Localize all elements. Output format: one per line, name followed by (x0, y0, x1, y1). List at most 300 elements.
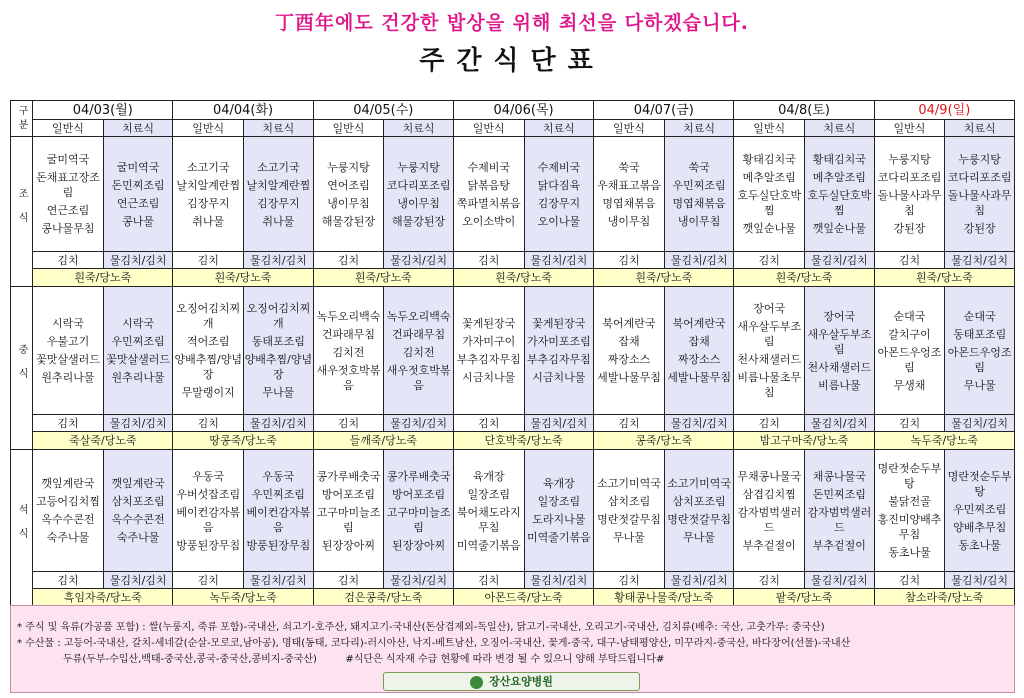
side-dish: 김치 (874, 252, 945, 269)
dish: 오이소박이 (462, 214, 516, 228)
hospital-emblem-icon (470, 676, 483, 689)
dish: 채콩나물국 (812, 469, 866, 483)
dish: 오이나물 (537, 214, 581, 228)
date-header: 04/06(목) (453, 101, 593, 120)
general-menu-cell (734, 137, 805, 252)
meal-label: 석식 (11, 450, 33, 607)
dish: 우동국 (262, 469, 295, 483)
porridge-cell: 흰죽/당노죽 (313, 269, 453, 287)
dish: 코다리포조림 (947, 171, 1012, 184)
general-menu-cell (313, 450, 384, 572)
dish: 쪽파멸치볶음 (456, 196, 521, 210)
dish: 황태김치국 (812, 153, 866, 166)
dish: 깻잎계란국 (41, 477, 95, 490)
dish: 삼치포조림 (111, 495, 165, 508)
therapy-menu-cell (244, 287, 314, 415)
dish: 우동국 (192, 469, 225, 483)
origin-line-1: * 주식 및 육류(가공품 포함) : 쌀(누룽지, 죽류 포함)-국내산, 쇠고기-호주산, 돼지고기-국내산(돈삼겹제외-독일산), 닭고기-국내산, 오리고기-국내산, 김치류(배추: 국산, 고춧가루: 중국산) (17, 622, 825, 633)
origin-line-2: * 수산물 : 고등어-국내산, 갈치-세네갈(순살-모로코,남아공), 명태(동태, 코다리)-러시아산, 낙지-베트남산, 오징어-국내산, 꽃게-중국, 대구-남태평양산, 미꾸라지-중국산, 바다장어(선물)-국내산 (17, 638, 851, 649)
therapy-menu-cell (524, 450, 594, 572)
side-dish-therapy: 물김치/김치 (244, 252, 314, 269)
dish: 연근조림 (116, 196, 160, 210)
dish: 건파래무침 (392, 327, 446, 341)
dish: 소고기미역국 (597, 477, 661, 490)
dish: 시락국 (122, 317, 155, 330)
dish: 짜장소스 (677, 353, 721, 366)
dish: 동초나물 (888, 546, 931, 559)
general-menu-cell (453, 287, 524, 415)
dish: 수제비국 (467, 160, 510, 174)
porridge-cell: 흰죽/당노죽 (173, 269, 313, 287)
dish: 김장무지 (537, 196, 581, 210)
dish: 오징어김치찌개 (176, 302, 241, 330)
dish: 갈치구이 (888, 327, 931, 341)
dish: 방어포조림 (321, 487, 376, 501)
general-diet-header: 일반식 (594, 120, 665, 137)
therapy-menu-cell (805, 287, 875, 415)
dish: 돈민찌조림 (111, 178, 165, 192)
dish: 연어조림 (327, 178, 370, 192)
side-dish-therapy: 물김치/김치 (524, 572, 594, 589)
therapy-diet-header: 치료식 (244, 120, 314, 137)
dish: 장어국 (823, 309, 856, 323)
therapy-menu-cell (103, 287, 173, 415)
dish: 우민찌조림 (953, 502, 1007, 516)
therapy-menu-cell (103, 137, 173, 252)
dish: 김치전 (332, 345, 365, 359)
dish: 숙주나물 (46, 531, 90, 544)
therapy-diet-header: 치료식 (384, 120, 454, 137)
dish: 감자범벅샐러드 (807, 505, 872, 534)
dish: 순대국 (893, 309, 926, 323)
dish: 콩가루배춧국 (316, 469, 381, 483)
dish: 날치알계란찜 (246, 178, 311, 192)
dish: 소고기국 (257, 160, 300, 174)
dish: 옥수수콘전 (111, 513, 165, 526)
side-dish-therapy: 물김치/김치 (945, 572, 1015, 589)
dish: 호두실단호박찜 (807, 189, 872, 217)
dish: 소고기미역국 (667, 477, 731, 490)
dish: 적어조림 (186, 335, 230, 348)
dish: 새우살두부조림 (737, 320, 802, 348)
side-dish: 김치 (453, 252, 524, 269)
origin-info (10, 605, 1015, 693)
dish: 감자범벅샐러드 (737, 505, 802, 534)
dish: 미역줄기볶음 (456, 538, 521, 552)
side-dish: 김치 (594, 415, 665, 432)
dish: 숙주나물 (116, 531, 160, 544)
dish: 잡채 (618, 335, 640, 348)
dish: 돌나물사과무침 (877, 189, 942, 217)
dish: 닭다짐육 (537, 178, 581, 192)
side-dish: 김치 (594, 572, 665, 589)
dish: 부추김자무침 (526, 353, 591, 366)
dish: 무말랭이지 (181, 386, 235, 399)
porridge-cell: 들깨죽/당노죽 (313, 432, 453, 450)
general-menu-cell (594, 137, 665, 252)
side-dish: 김치 (173, 415, 244, 432)
dish: 명란젓순두부탕 (947, 469, 1012, 498)
dish: 방풍된장무침 (176, 538, 241, 552)
general-diet-header: 일반식 (173, 120, 244, 137)
dish: 우채표고볶음 (597, 178, 661, 192)
dish: 원추리나물 (41, 371, 95, 384)
porridge-cell: 참소라죽/당노죽 (874, 589, 1014, 607)
dish: 냉이무침 (677, 214, 721, 228)
dish: 콩나물 (122, 214, 155, 228)
porridge-cell: 흰죽/당노죽 (874, 269, 1014, 287)
dish: 부추김자무침 (456, 353, 521, 366)
meal-label: 조식 (11, 137, 33, 287)
dish: 베이컨감자볶음 (246, 505, 311, 534)
porridge-cell: 검은콩죽/당노죽 (313, 589, 453, 607)
slogan: 丁酉年에도 건강한 밥상을 위해 최선을 다하겠습니다. (274, 12, 750, 34)
therapy-menu-cell (945, 287, 1015, 415)
dish: 누룽지탕 (397, 160, 440, 174)
dish: 굴미역국 (116, 160, 160, 174)
dish: 무나물 (613, 531, 645, 544)
side-dish: 김치 (734, 415, 805, 432)
dish: 돌나물사과무침 (947, 189, 1012, 217)
side-dish: 김치 (453, 415, 524, 432)
dish: 고등어김치찜 (36, 495, 100, 508)
dish: 북어계란국 (602, 317, 656, 330)
dish: 냉이무침 (607, 214, 651, 228)
dish: 삼겹김치찜 (742, 487, 796, 501)
therapy-diet-header: 치료식 (103, 120, 173, 137)
dish: 날치알계란찜 (176, 178, 241, 192)
dish: 천사채샐러드 (737, 353, 802, 366)
dish: 고구마미늘조림 (316, 505, 381, 534)
therapy-diet-header: 치료식 (524, 120, 594, 137)
dish: 깻잎순나물 (742, 222, 796, 235)
dish: 비름나물 (818, 378, 861, 392)
therapy-menu-cell (384, 137, 454, 252)
side-dish-therapy: 물김치/김치 (664, 415, 734, 432)
date-header: 04/9(일) (874, 101, 1014, 120)
dish: 취나물 (262, 214, 295, 228)
general-menu-cell (173, 137, 244, 252)
porridge-cell: 흰죽/당노죽 (33, 269, 173, 287)
side-dish: 김치 (734, 252, 805, 269)
dish: 굴미역국 (46, 153, 90, 166)
dish: 육개장 (542, 477, 575, 490)
side-dish-therapy: 물김치/김치 (945, 252, 1015, 269)
side-dish-therapy: 물김치/김치 (805, 572, 875, 589)
side-dish-therapy: 물김치/김치 (945, 415, 1015, 432)
side-dish-therapy: 물김치/김치 (384, 252, 454, 269)
weekly-menu-table (10, 100, 1015, 607)
dish: 된장장아찌 (321, 538, 376, 552)
dish: 새우살두부조림 (807, 327, 872, 356)
general-menu-cell (33, 287, 104, 415)
dish: 장어국 (753, 302, 786, 315)
dish: 우민찌조림 (672, 178, 726, 192)
general-menu-cell (734, 450, 805, 572)
dish: 천사채샐러드 (807, 360, 872, 374)
dish: 누룽지탕 (958, 153, 1001, 166)
side-dish: 김치 (734, 572, 805, 589)
date-header: 04/04(화) (173, 101, 313, 120)
therapy-menu-cell (384, 287, 454, 415)
dish: 건파래무침 (321, 327, 376, 341)
hospital-logo (383, 672, 640, 691)
therapy-diet-header: 치료식 (945, 120, 1015, 137)
dish: 해물강된장 (321, 214, 376, 228)
dish: 닭볶음탕 (467, 178, 510, 192)
therapy-menu-cell (805, 450, 875, 572)
therapy-menu-cell (524, 137, 594, 252)
general-menu-cell (453, 450, 524, 572)
dish: 순대국 (963, 309, 996, 323)
date-header: 04/05(수) (313, 101, 453, 120)
dish: 양배추무침 (953, 520, 1007, 534)
dish: 우불고기 (46, 335, 90, 348)
dish: 새우젓호박볶음 (316, 363, 381, 392)
dish: 베이컨감자볶음 (176, 505, 241, 534)
meal-label: 중식 (11, 287, 33, 450)
dish: 콩가루배춧국 (386, 469, 451, 483)
side-dish-therapy: 물김치/김치 (524, 415, 594, 432)
therapy-diet-header: 치료식 (664, 120, 734, 137)
dish: 옥수수콘전 (41, 513, 95, 526)
dish: 오징어김치찌개 (246, 302, 311, 330)
general-diet-header: 일반식 (453, 120, 524, 137)
dish: 황태김치국 (742, 153, 796, 166)
division-header: 구분 (11, 101, 33, 137)
dish: 고구마미늘조림 (386, 505, 451, 534)
dish: 양배추찜/양념장 (244, 353, 313, 381)
general-menu-cell (874, 450, 945, 572)
dish: 원추리나물 (111, 371, 165, 384)
dish: 양배추찜/양념장 (174, 353, 242, 381)
dish: 우버섯잡조림 (176, 487, 241, 501)
origin-line-3: 두류(두부-수입산,백태-중국산,콩국-중국산,콩비지-중국산) (63, 654, 317, 665)
dish: 명엽채볶음 (602, 196, 656, 210)
dish: 무나물 (963, 378, 996, 392)
porridge-cell: 아몬드죽/당노죽 (453, 589, 593, 607)
dish: 시락국 (52, 317, 84, 330)
porridge-cell: 팥죽/당노죽 (734, 589, 874, 607)
therapy-menu-cell (244, 137, 314, 252)
dish: 꽃게된장국 (462, 317, 516, 330)
dish: 누룽지탕 (888, 153, 931, 166)
general-menu-cell (594, 450, 665, 572)
dish: 짜장소스 (607, 353, 651, 366)
dish: 돈채표고장조림 (36, 171, 100, 199)
dish: 돈민찌조림 (812, 487, 866, 501)
general-menu-cell (173, 287, 244, 415)
general-menu-cell (734, 287, 805, 415)
side-dish: 김치 (173, 252, 244, 269)
general-menu-cell (453, 137, 524, 252)
side-dish-therapy: 물김치/김치 (664, 252, 734, 269)
side-dish-therapy: 물김치/김치 (244, 415, 314, 432)
dish: 김장무지 (186, 196, 230, 210)
side-dish-therapy: 물김치/김치 (524, 252, 594, 269)
dish: 도라지나물 (532, 513, 586, 526)
dish: 무채콩나물국 (737, 469, 802, 483)
general-menu-cell (594, 287, 665, 415)
side-dish: 김치 (33, 252, 104, 269)
dish: 일장조림 (537, 495, 581, 508)
dish: 코다리포조림 (877, 171, 942, 184)
therapy-menu-cell (664, 450, 734, 572)
dish: 김장무지 (257, 196, 300, 210)
dish: 홍진미양배추무침 (877, 513, 942, 541)
porridge-cell: 단호박죽/당노죽 (453, 432, 593, 450)
dish: 시금치나물 (462, 371, 516, 384)
general-menu-cell (173, 450, 244, 572)
side-dish-therapy: 물김치/김치 (103, 415, 173, 432)
side-dish: 김치 (33, 415, 104, 432)
side-dish: 김치 (874, 572, 945, 589)
dish: 꽃맛살샐러드 (36, 353, 100, 366)
dish: 새우젓호박볶음 (386, 363, 451, 392)
dish: 세발나물무침 (597, 371, 661, 384)
dish: 호두실단호박찜 (737, 189, 802, 217)
date-header: 04/8(토) (734, 101, 874, 120)
dish: 세발나물무침 (667, 371, 731, 384)
dish: 부추겉절이 (742, 538, 796, 552)
dish: 비름나물초무침 (737, 371, 802, 399)
dish: 소고기국 (186, 160, 230, 174)
side-dish-therapy: 물김치/김치 (805, 252, 875, 269)
porridge-cell: 녹두죽/당노죽 (874, 432, 1014, 450)
dish: 깻잎계란국 (111, 477, 165, 490)
side-dish: 김치 (594, 252, 665, 269)
general-diet-header: 일반식 (734, 120, 805, 137)
dish: 우민찌조림 (111, 335, 165, 348)
dish: 명란젓갈무침 (667, 513, 731, 526)
therapy-menu-cell (384, 450, 454, 572)
general-diet-header: 일반식 (874, 120, 945, 137)
side-dish: 김치 (313, 252, 384, 269)
porridge-cell: 흰죽/당노죽 (734, 269, 874, 287)
dish: 동초나물 (958, 538, 1001, 552)
dish: 아몬드우엉조림 (877, 345, 942, 374)
dish: 무나물 (262, 386, 295, 399)
side-dish-therapy: 물김치/김치 (384, 572, 454, 589)
dish: 쑥국 (688, 160, 710, 174)
dish: 쑥국 (618, 160, 640, 174)
general-menu-cell (874, 287, 945, 415)
dish: 잡채 (688, 335, 710, 348)
dish: 메추알조림 (812, 171, 866, 184)
side-dish: 김치 (453, 572, 524, 589)
side-dish: 김치 (874, 415, 945, 432)
dish: 가자미포조림 (526, 335, 591, 348)
side-dish: 김치 (313, 572, 384, 589)
side-dish: 김치 (33, 572, 104, 589)
dish: 녹두오리백숙 (386, 309, 451, 323)
therapy-menu-cell (664, 137, 734, 252)
general-menu-cell (33, 450, 104, 572)
dish: 육개장 (472, 469, 505, 483)
dish: 부추겉절이 (812, 538, 866, 552)
therapy-menu-cell (103, 450, 173, 572)
therapy-menu-cell (244, 450, 314, 572)
dish: 북어계란국 (672, 317, 726, 330)
therapy-menu-cell (945, 450, 1015, 572)
therapy-menu-cell (664, 287, 734, 415)
dish: 녹두오리백숙 (316, 309, 381, 323)
side-dish: 김치 (313, 415, 384, 432)
side-dish-therapy: 물김치/김치 (244, 572, 314, 589)
dish: 방어포조림 (392, 487, 446, 501)
dish: 냉이무침 (327, 196, 370, 210)
side-dish-therapy: 물김치/김치 (664, 572, 734, 589)
side-dish-therapy: 물김치/김치 (103, 252, 173, 269)
therapy-menu-cell (805, 137, 875, 252)
dish: 삼치조림 (607, 495, 651, 508)
porridge-cell: 콩죽/당노죽 (594, 432, 734, 450)
dish: 우민찌조림 (251, 487, 305, 501)
therapy-menu-cell (945, 137, 1015, 252)
porridge-cell: 땅콩죽/당노죽 (173, 432, 313, 450)
dish: 북어채도라지무침 (456, 505, 521, 534)
general-menu-cell (33, 137, 104, 252)
side-dish-therapy: 물김치/김치 (384, 415, 454, 432)
dish: 가자미구이 (462, 335, 516, 348)
general-menu-cell (874, 137, 945, 252)
dish: 취나물 (192, 214, 225, 228)
porridge-cell: 흰죽/당노죽 (453, 269, 593, 287)
dish: 명란젓갈무침 (597, 513, 661, 526)
general-menu-cell (313, 287, 384, 415)
menu-change-note: #식단은 식자재 수급 현황에 따라 변경 될 수 있으니 양해 부탁드립니다# (345, 654, 665, 665)
dish: 연근조림 (46, 204, 90, 217)
page-title: 주간식단표 (419, 46, 605, 76)
dish: 깻잎순나물 (812, 222, 866, 235)
side-dish-therapy: 물김치/김치 (805, 415, 875, 432)
dish: 꽃게된장국 (532, 317, 586, 330)
dish: 불닭전골 (888, 495, 931, 508)
dish: 시금치나물 (532, 371, 586, 384)
porridge-cell: 밤고구마죽/당노죽 (734, 432, 874, 450)
porridge-cell: 흑임자죽/당노죽 (33, 589, 173, 607)
therapy-diet-header: 치료식 (805, 120, 875, 137)
dish: 강된장 (893, 222, 926, 235)
dish: 해물강된장 (392, 214, 446, 228)
porridge-cell: 죽살죽/당노죽 (33, 432, 173, 450)
dish: 콩나물무침 (41, 222, 95, 235)
dish: 무나물 (683, 531, 716, 544)
dish: 미역줄기볶음 (526, 531, 591, 544)
dish: 명엽채볶음 (672, 196, 726, 210)
dish: 코다리포조림 (386, 178, 451, 192)
side-dish: 김치 (173, 572, 244, 589)
general-menu-cell (313, 137, 384, 252)
dish: 삼치포조림 (672, 495, 726, 508)
dish: 수제비국 (537, 160, 581, 174)
side-dish-therapy: 물김치/김치 (103, 572, 173, 589)
dish: 명란젓순두부탕 (877, 462, 942, 490)
dish: 누룽지탕 (327, 160, 370, 174)
dish: 꽃맛살샐러드 (106, 353, 170, 366)
general-diet-header: 일반식 (313, 120, 384, 137)
hospital-name: 장산요양병원 (489, 675, 553, 688)
dish: 냉이무침 (397, 196, 440, 210)
date-header: 04/07(금) (594, 101, 734, 120)
porridge-cell: 황태콩나물죽/당노죽 (594, 589, 734, 607)
therapy-menu-cell (524, 287, 594, 415)
dish: 된장장아찌 (392, 538, 446, 552)
dish: 일장조림 (467, 487, 510, 501)
dish: 김치전 (402, 345, 435, 359)
dish: 강된장 (963, 222, 996, 235)
dish: 무생채 (893, 378, 926, 392)
